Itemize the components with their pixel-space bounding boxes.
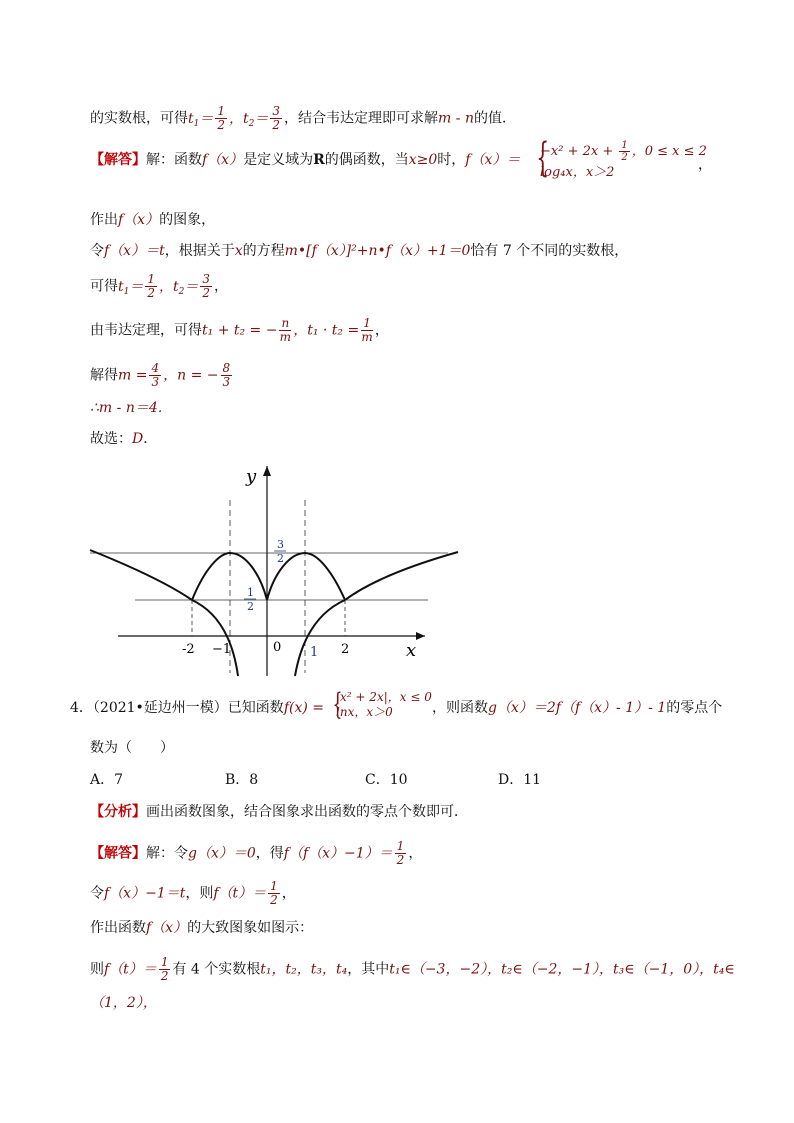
result: ∴m - n＝4．: [90, 400, 172, 416]
solution-line-3: [90, 918, 313, 938]
text-line-3: [90, 210, 215, 230]
text-segment: ，其中: [347, 961, 390, 978]
vieta-product: ，t₁ · t₂ =: [293, 322, 360, 339]
case1-expr: −x² + 2x +: [540, 144, 618, 159]
fx-symbol: f（x）: [118, 212, 160, 228]
text-segment: 解：令: [146, 845, 188, 862]
g-def: g（x）＝2f（f（x）- 1）- 1: [488, 700, 667, 716]
text-segment: 的偶函数，当: [324, 152, 409, 168]
fraction-t2: $\frac{3}{2}$: [272, 104, 281, 132]
text-segment: 则: [90, 961, 104, 978]
text-segment: 的零点个: [666, 700, 723, 716]
fraction: $\frac{n}{m}$: [279, 316, 292, 344]
option-d[interactable]: [498, 770, 541, 790]
t3-range: ，t₃∈（−1，0）: [599, 961, 700, 978]
text-segment: 时，: [437, 152, 466, 168]
n-eq: ，n = −: [163, 367, 219, 384]
text-segment: 恰有 7 个不同的实数根，: [470, 243, 629, 259]
m-minus-n: m - n: [438, 110, 474, 127]
tick-label-neg2: -2: [182, 642, 195, 657]
label-half-num: 1: [247, 586, 254, 599]
t1-symbol: $t_1=$: [188, 110, 214, 129]
option-c-label: C．10: [365, 772, 408, 788]
fraction: $\frac{8}{3}$: [222, 361, 231, 389]
text-segment: 作出函数: [90, 920, 146, 936]
text-segment: 的值．: [473, 110, 516, 127]
fraction: $\frac{1}{2}$: [147, 272, 156, 300]
ft-eq: f（t）＝: [104, 961, 157, 978]
fraction: $\frac{1}{2}$: [396, 839, 405, 867]
function-graph: [80, 458, 470, 683]
option-a-label: A．7: [90, 772, 124, 788]
answer: D: [132, 431, 144, 447]
solution-line-1: 【解答】解：令g（x）＝0，得f（f（x）−1）＝ $\frac{1}{2}$ ，: [90, 839, 423, 867]
curve-right-log: [345, 552, 458, 600]
label-three-halves-den: 2: [277, 552, 284, 565]
case1: |x² + 2x|，x ≤ 0: [336, 690, 432, 704]
label-three-halves-num: 3: [277, 538, 284, 551]
cases: [540, 140, 707, 183]
option-c[interactable]: [365, 770, 408, 790]
punct: ，: [698, 157, 712, 173]
text-segment: ，则函数: [432, 700, 488, 716]
cases: [336, 690, 432, 720]
brace-icon: {: [536, 135, 550, 181]
question-4-line-1: [70, 698, 324, 718]
sub-eq: f（x）−1＝t: [104, 885, 186, 902]
text-segment: 解得: [90, 367, 118, 384]
curve-left-lower: [192, 600, 238, 676]
answer-tag: 【解答】: [90, 152, 146, 168]
fx-eq: f（x）＝: [465, 152, 521, 168]
y-axis-arrow-icon: [263, 466, 271, 476]
brace-icon: {: [332, 687, 343, 722]
g-eq: g（x）＝0: [188, 845, 256, 862]
text-line-6: 由韦达定理，可得t₁ + t₂ = − $\frac{n}{m}$ ，t₁ · t₂ = $\frac{1}{m}$ ，: [90, 316, 389, 344]
solution-line-2: 令f（x）−1＝t，则f（t）＝ $\frac{1}{2}$ ，: [90, 879, 296, 907]
text-segment: 作出: [90, 212, 118, 228]
analysis-text: 画出函数图象，结合图象求出函数的零点个数即可．: [146, 804, 468, 820]
text-segment: 数为（ ）: [90, 740, 174, 756]
text-segment: 解：函数: [146, 152, 202, 168]
text-segment: 故选：: [90, 431, 132, 447]
text-segment: ，则: [185, 885, 214, 902]
text-line-7: [90, 362, 234, 389]
text-segment: ．: [143, 431, 158, 447]
case2: lnx，x＞0: [336, 705, 393, 719]
fx-symbol: f（x）: [202, 152, 244, 168]
text-segment: 的实数根，可得: [90, 110, 188, 127]
analysis-tag: 【分析】: [90, 804, 146, 820]
curve-left-hump: [192, 553, 267, 600]
vieta-sum: t₁ + t₂ = −: [202, 322, 278, 339]
text-segment: 的图象，: [159, 212, 216, 228]
analysis-line: [90, 802, 468, 822]
option-b[interactable]: [225, 770, 258, 790]
label-half-den: 2: [247, 600, 254, 613]
fraction-t1: $\frac{1}{2}$: [217, 104, 226, 132]
text-line-5: 可得$t_1=$ $\frac{1}{2}$ ，$t_2=$ $\frac{3}{2}$ ，: [90, 272, 229, 300]
text-segment: 令: [90, 243, 104, 259]
t4-range: ，t₄∈: [699, 961, 735, 978]
t2-range: ，t₂∈（−2，−1）: [487, 961, 599, 978]
y-axis-label: y: [246, 466, 257, 487]
fraction: $\frac{1}{2}$: [270, 879, 278, 907]
q4-piecewise: [328, 687, 432, 722]
condition: x≥0: [408, 152, 438, 168]
x-axis-label: x: [406, 640, 417, 661]
text-segment: 由韦达定理，可得: [90, 322, 202, 339]
case2-expr: log₄x，x＞2: [540, 165, 615, 180]
question-4-line-1b: [432, 698, 722, 718]
fx-def: f(x) =: [283, 700, 324, 716]
fraction: $\frac{4}{3}$: [151, 361, 160, 389]
question-source: （2021•延边州一模）已知函数: [92, 700, 284, 716]
question-4-line-2: [90, 738, 174, 758]
text-line-9: [90, 429, 157, 449]
x-axis-arrow-icon: [416, 632, 425, 640]
solution-line-5: [90, 993, 157, 1013]
text-line-1: 的实数根，可得$t_1=$ $\frac{1}{2}$ ，$t_2=$ $\frac{3}{2}$ ，结合韦达定理即可求解m - n的值．: [90, 104, 516, 132]
text-segment: 的方程: [242, 243, 285, 259]
curve-right-lower: [295, 600, 345, 676]
case1-cond: ，0 ≤ x ≤ 2: [631, 144, 707, 159]
piecewise-function: [530, 135, 712, 181]
text-line-4: [90, 241, 628, 261]
text-segment: ，根据关于: [164, 243, 235, 259]
t4-range-cont: （1，2），: [90, 995, 157, 1011]
roots: t₁，t₂，t₃，t₄: [260, 961, 348, 978]
t1-range: t₁∈（−3，−2）: [389, 961, 488, 978]
curve-left-log: [90, 550, 192, 600]
option-a[interactable]: [90, 770, 123, 790]
tick-label-1: 1: [310, 645, 319, 660]
ft-eq: f（t）＝: [213, 885, 267, 902]
fx-eq-t: f（x）＝t: [104, 243, 165, 259]
text-line-8: [90, 398, 172, 418]
text-segment: 令: [90, 885, 104, 902]
R-symbol: R: [313, 152, 325, 168]
x-symbol: x: [234, 243, 243, 259]
fraction: $\frac{1}{2}$: [160, 955, 169, 983]
fraction: $\frac{1}{m}$: [361, 316, 373, 344]
fx-symbol: f（x）: [146, 920, 188, 936]
answer-tag: 【解答】: [90, 845, 146, 862]
text-segment: 是定义域为: [243, 152, 314, 168]
tick-label-0: 0: [273, 640, 282, 655]
equation: m•[f（x）]²+n•f（x）+1＝0: [284, 243, 471, 259]
text-segment: 有 4 个实数根: [172, 961, 261, 978]
ff-eq: f（f（x）−1）＝: [283, 845, 393, 862]
option-b-label: B．8: [225, 772, 259, 788]
question-number: 4．: [70, 700, 93, 716]
m-eq: m =: [118, 367, 148, 384]
text-segment: ，结合韦达定理即可求解: [284, 110, 439, 127]
fraction-half: $\frac{1}{2}$: [621, 140, 628, 163]
text-segment: ，得: [255, 845, 284, 862]
fraction: $\frac{3}{2}$: [202, 272, 211, 300]
tick-label-2: 2: [341, 642, 350, 657]
option-d-label: D．11: [498, 772, 542, 788]
text-segment: 可得: [90, 278, 118, 295]
text-segment: 的大致图象如图示：: [187, 920, 314, 936]
solution-line-4: [90, 956, 735, 983]
text-line-2: [90, 150, 520, 170]
tick-label-neg1: −1: [212, 642, 232, 657]
